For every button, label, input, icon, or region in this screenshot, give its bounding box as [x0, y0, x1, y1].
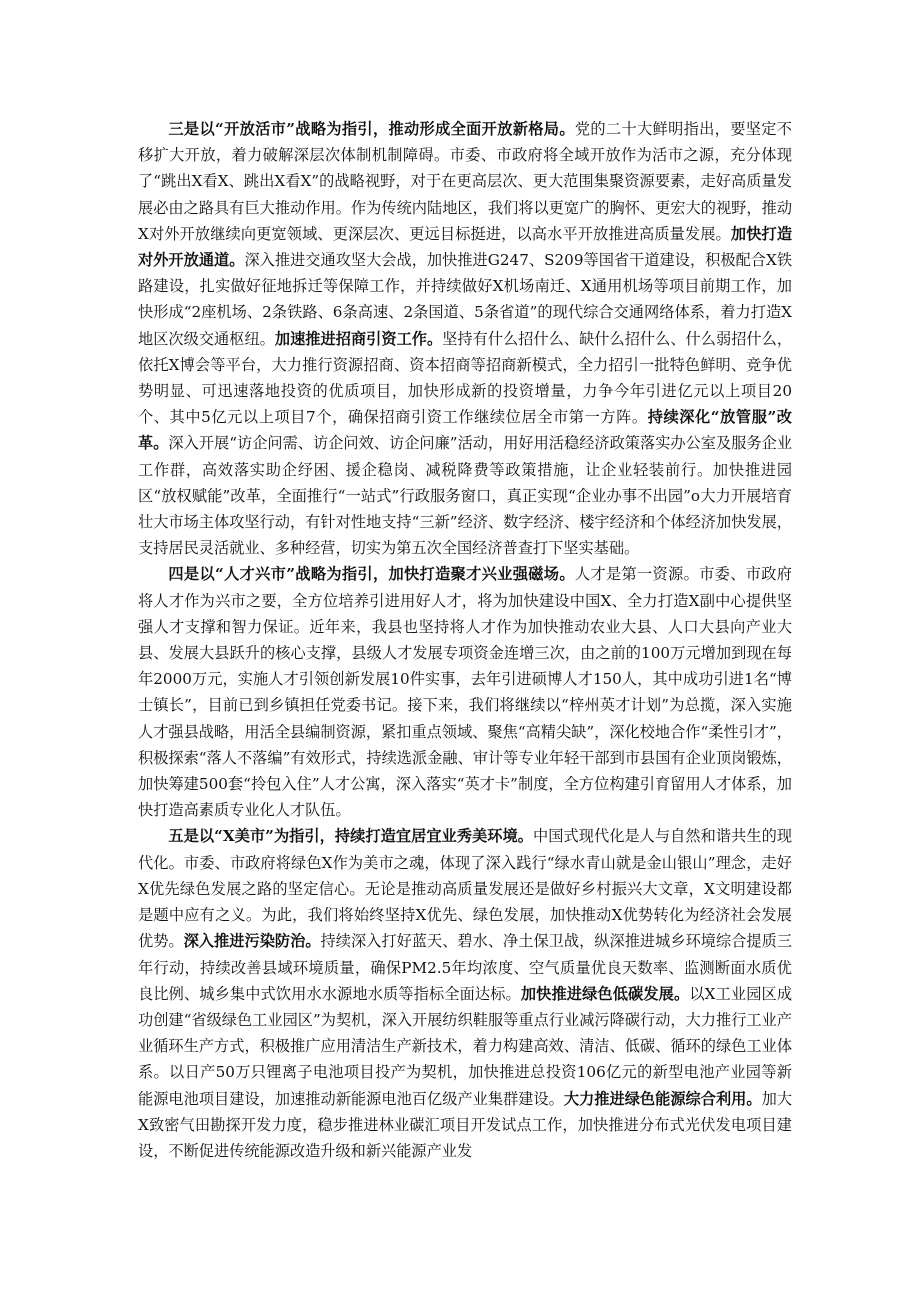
subheading-transport-channel: 加快打造对外开放通道。 [138, 224, 793, 270]
subheading-low-carbon: 加快推进绿色低碳发展。 [520, 984, 690, 1003]
heading-environment: 五是以“X美市”为指引，持续打造宜居宜业秀美环境。 [168, 827, 533, 846]
heading-talent: 四是以“人才兴市”战略为指引，加快打造聚才兴业强磁场。 [168, 565, 575, 584]
subheading-investment: 加速推进招商引资工作。 [274, 329, 443, 348]
body-text: 加大X致密气田勘探开发力度，稳步推进林业碳汇项目开发试点工作，加快推进分布式光伏发电项目建设，不断促进传统能源改造升级和新兴能源产业发 [138, 1089, 793, 1160]
body-text: 深入开展“访企问需、访企问效、访企问廉”活动，用好用活稳经济政策落实办公室及服务企业工作群，高效落实助企纾困、援企稳岗、减税降费等政策措施，让企业轻装前行。加快推进园区“放权赋能”改革，全面推行“一站式”行政服务窗口，真正实现“企业办事不出园”o大力开展培育壮大市场主体攻坚行动，有针对性地支持“三新”经济、数字经济、楼宇经济和个体经济加快发展，支持居民灵活就业、多种经营，切实为第五次全国经济普查打下坚实基础。 [138, 434, 793, 558]
body-text: 持续深入打好蓝天、碧水、净土保卫战，纵深推进城乡环境综合提质三年行动，持续改善县域环境质量，确保PM2.5年均浓度、空气质量优良天数率、监测断面水质优良比例、城乡集中式饮用水水源地水质等指标全面达标。 [138, 932, 793, 1003]
body-text: 坚持有什么招什么、缺什么招什么、什么弱招什么，依托X博会等平台，大力推行资源招商、资本招商等招商新模式，全力招引一批特色鲜明、竞争优势明显、可迅速落地投资的优质项目，加快形成新的投资增量，力争今年引进亿元以上项目20个、其中5亿元以上项目7个，确保招商引资工作继续位居全市第一方阵。 [138, 329, 793, 427]
body-text: 中国式现代化是人与自然和谐共生的现代化。市委、市政府将绿色X作为美市之魂，体现了深入践行“绿水青山就是金山银山”理念，走好X优先绿色发展之路的坚定信心。无论是推动高质量发展还是做好乡村振兴大文章，X文明建设都是题中应有之义。为此，我们将始终坚持X优先、绿色发展，加快推动X优势转化为经济社会发展优势。 [138, 827, 792, 951]
paragraph-opening-up [138, 116, 792, 561]
body-text: 党的二十大鲜明指出，要坚定不移扩大开放，着力破解深层次体制机制障碍。市委、市政府将全域开放作为活市之源，充分体现了“跳出X看X、跳出X看X”的战略视野，对于在更高层次、更大范围集聚资源要素，走好高质量发展必由之路具有巨大推动作用。作为传统内陆地区，我们将以更宽广的胸怀、更宏大的视野，推动X对外开放继续向更宽领域、更深层次、更远目标挺进，以高水平开放推进高质量发展。 [138, 120, 792, 243]
paragraph-environment [138, 823, 792, 1164]
heading-opening-up: 三是以“开放活市”战略为指引，推动形成全面开放新格局。 [168, 120, 575, 138]
body-text: 深入推进交通攻坚大会战，加快推进G247、S209等国省干道建设，积极配合X铁路建设，扎实做好征地拆迁等保障工作，并持续做好X机场南迁、X通用机场等项目前期工作，加快形成“2座机场、2条铁路、6条高速、2条国道、5条省道”的现代综合交通网络体系，着力打造X地区次级交通枢纽。 [138, 251, 793, 348]
body-text: 以X工业园区成功创建“省级绿色工业园区”为契机，深入开展纺织鞋服等重点行业减污降碳行动，大力推行工业产业循环生产方式，积极推广应用清洁生产新技术，着力构建高效、清洁、低碳、循环的绿色工业体系。以日产50万只锂离子电池项目投产为契机，加快推进总投资106亿元的新型电池产业园等新能源电池项目建设，加速推动新能源电池百亿级产业集群建设。 [138, 984, 793, 1108]
subheading-green-energy: 大力推进绿色能源综合利用。 [563, 1089, 762, 1108]
body-text: 人才是第一资源。市委、市政府将人才作为兴市之要，全方位培养引进用好人才，将为加快建设中国X、全力打造X副中心提供坚强人才支撑和智力保证。近年来，我县也坚持将人才作为加快推动农业大县、人口大县向产业大县、发展大县跃升的核心支撑，县级人才发展专项资金连增三次，由之前的100万元增加到现在每年2000万元，实施人才引领创新发展10件实事，去年引进硕博人才150人，其中成功引进1名“博士镇长”，目前已到乡镇担任党委书记。接下来，我们将继续以“梓州英才计划”为总揽，深入实施人才强县战略，用活全县编制资源，紧扣重点领域、聚焦“高精尖缺”，深化校地合作“柔性引才”，积极探索“落人不落编”有效形式，持续选派金融、审计等专业年轻干部到市县国有企业顶岗锻炼，加快筹建500套“拎包入住”人才公寓，深入落实“英才卡”制度，全方位构建引育留用人才体系，加快打造高素质专业化人才队伍。 [138, 565, 792, 820]
subheading-pollution: 深入推进污染防治。 [183, 932, 321, 951]
subheading-reform: 持续深化“放管服”改革。 [138, 408, 792, 453]
paragraph-talent [138, 561, 792, 823]
